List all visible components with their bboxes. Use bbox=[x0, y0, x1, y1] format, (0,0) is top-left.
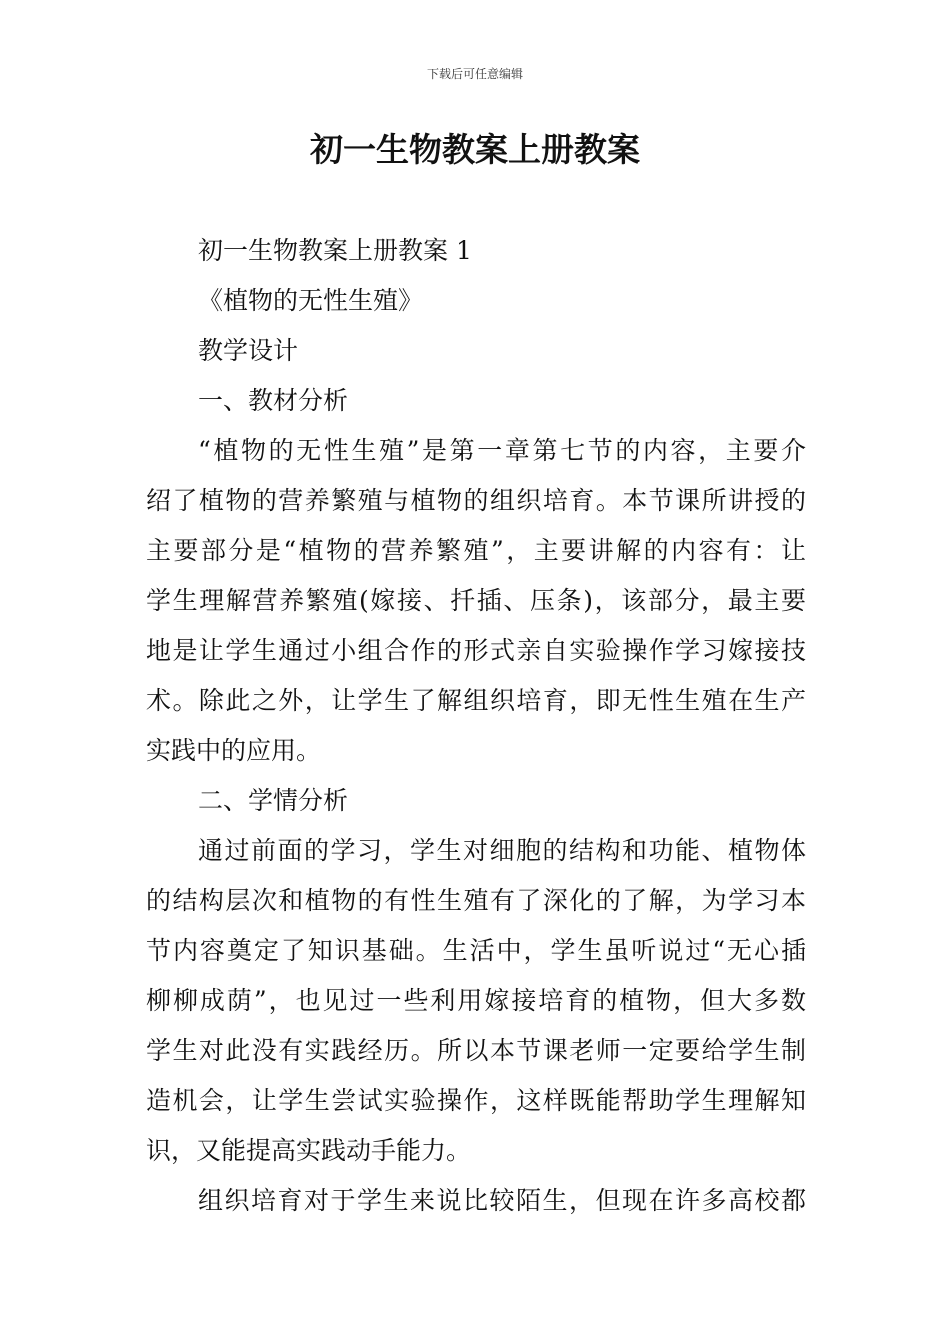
header-note: 下载后可任意编辑 bbox=[426, 67, 523, 81]
paragraph-line: 通过前面的学习，学生对细胞的结构和功能、植物体 bbox=[198, 836, 806, 865]
paragraph bbox=[146, 826, 806, 1176]
paragraph bbox=[146, 1176, 806, 1226]
paragraph-line: 主要部分是“植物的营养繁殖”，主要讲解的内容有：让 bbox=[146, 536, 806, 565]
paragraph-line: 造机会，让学生尝试实验操作，这样既能帮助学生理解知 bbox=[146, 1086, 806, 1115]
section-title: 初一生物教案上册教案 1 bbox=[198, 236, 472, 265]
paragraph-line: 学生对此没有实践经历。所以本节课老师一定要给学生制 bbox=[146, 1036, 806, 1065]
paragraph-line: 术。除此之外，让学生了解组织培育，即无性生殖在生产 bbox=[146, 686, 806, 715]
subsection-heading: 一、教材分析 bbox=[198, 386, 349, 415]
subsection-heading: 教学设计 bbox=[198, 336, 299, 365]
lesson-title: 《植物的无性生殖》 bbox=[198, 286, 424, 315]
paragraph-line: 地是让学生通过小组合作的形式亲自实验操作学习嫁接技 bbox=[146, 636, 806, 665]
subsection-heading: 二、学情分析 bbox=[198, 786, 349, 815]
paragraph-line: 组织培育对于学生来说比较陌生，但现在许多高校都 bbox=[198, 1186, 806, 1215]
paragraph-line: 学生理解营养繁殖(嫁接、扦插、压条)，该部分，最主要 bbox=[146, 586, 806, 615]
paragraph-line: 柳柳成荫”，也见过一些利用嫁接培育的植物，但大多数 bbox=[146, 986, 806, 1015]
document-title: 初一生物教案上册教案 bbox=[310, 130, 640, 169]
paragraph-line: 识，又能提高实践动手能力。 bbox=[146, 1136, 472, 1165]
paragraph-line: 节内容奠定了知识基础。生活中，学生虽听说过“无心插 bbox=[146, 936, 806, 965]
paragraph-line: “植物的无性生殖”是第一章第七节的内容，主要介 bbox=[198, 436, 806, 465]
paragraph bbox=[146, 426, 806, 776]
paragraph-line: 绍了植物的营养繁殖与植物的组织培育。本节课所讲授的 bbox=[146, 486, 806, 515]
paragraph-line: 的结构层次和植物的有性生殖有了深化的了解，为学习本 bbox=[146, 886, 806, 915]
document-body bbox=[146, 226, 806, 1226]
paragraph-line: 实践中的应用。 bbox=[146, 736, 322, 765]
